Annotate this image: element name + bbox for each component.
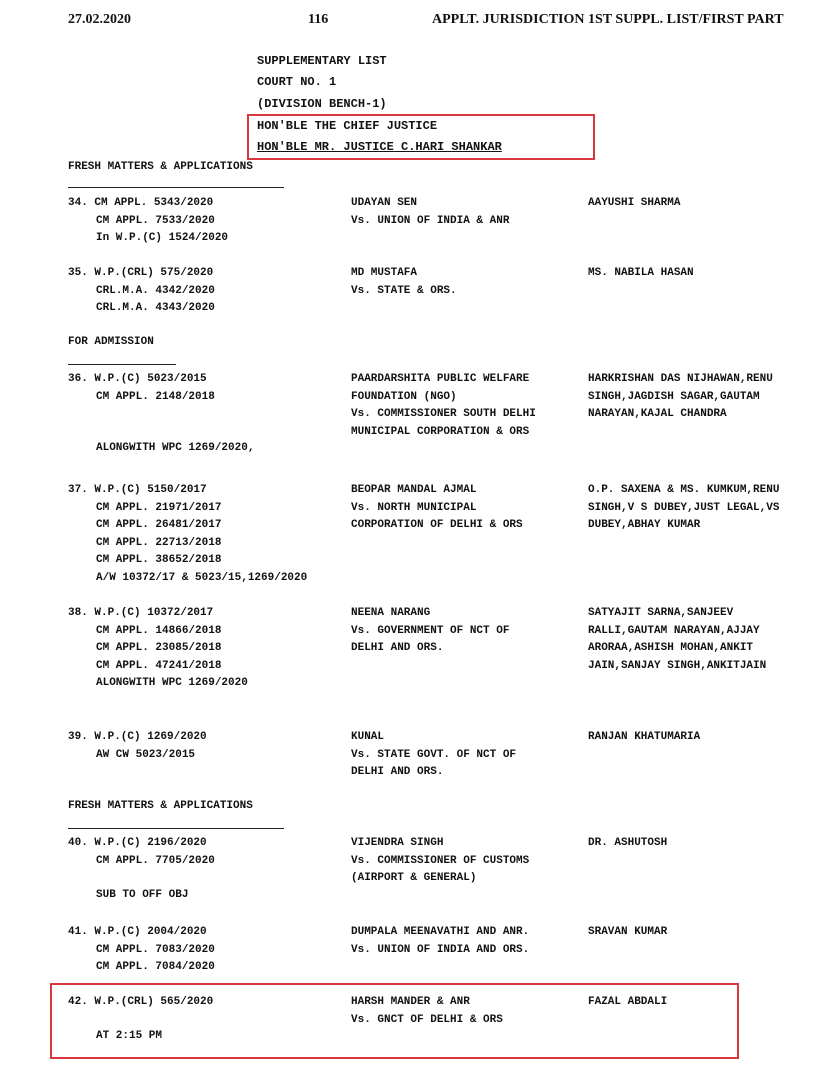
case-advocates: [588, 729, 700, 747]
case-number: 39. W.P.(C) 1269/2020: [68, 731, 207, 743]
party-line: Vs. COMMISSIONER SOUTH DELHI: [351, 408, 536, 421]
list-title: APPLT. JURISDICTION 1ST SUPPL. LIST/FIRST PART: [432, 12, 784, 27]
party-line: Vs. UNION OF INDIA & ANR: [351, 214, 510, 227]
section-rule: [68, 187, 284, 188]
case-application: AW CW 5023/2015: [96, 748, 196, 761]
party-line: PAARDARSHITA PUBLIC WELFARE: [351, 373, 530, 385]
party-line: NEENA NARANG: [351, 607, 431, 619]
case-application: CM APPL. 38652/2018: [96, 554, 222, 567]
case-parties: [351, 195, 509, 230]
case-advocates: [588, 371, 773, 424]
party-line: MUNICIPAL CORPORATION & ORS: [351, 425, 530, 438]
case-numbers: [68, 482, 307, 588]
case-parties: [351, 835, 529, 888]
case-application: A/W 10372/17 & 5023/15,1269/2020: [96, 571, 308, 584]
court-bench: (DIVISION BENCH-1): [257, 97, 387, 111]
advocate-line: ARORAA,ASHISH MOHAN,ANKIT: [588, 642, 754, 655]
judge-name-2: HON'BLE MR. JUSTICE C.HARI SHANKAR: [257, 140, 502, 154]
section-heading-fresh-matters: FRESH MATTERS & APPLICATIONS: [68, 800, 253, 812]
party-line: Vs. UNION OF INDIA AND ORS.: [351, 943, 530, 956]
case-number: 42. W.P.(CRL) 565/2020: [68, 996, 214, 1008]
party-line: HARSH MANDER & ANR: [351, 996, 470, 1008]
advocate-line: O.P. SAXENA & MS. KUMKUM,RENU: [588, 484, 780, 496]
advocate-line: RALLI,GAUTAM NARAYAN,AJJAY: [588, 624, 760, 637]
case-application: CM APPL. 7084/2020: [96, 961, 215, 974]
party-line: DUMPALA MEENAVATHI AND ANR.: [351, 926, 530, 938]
advocate-line: FAZAL ABDALI: [588, 996, 668, 1008]
party-line: DELHI AND ORS.: [351, 642, 444, 655]
advocate-line: MS. NABILA HASAN: [588, 267, 694, 279]
party-line: KUNAL: [351, 731, 385, 743]
case-application: CM APPL. 47241/2018: [96, 659, 222, 672]
case-advocates: [588, 482, 779, 535]
advocate-line: SATYAJIT SARNA,SANJEEV: [588, 607, 734, 619]
case-note: ALONGWITH WPC 1269/2020,: [96, 442, 255, 454]
case-application: CM APPL. 21971/2017: [96, 501, 222, 514]
advocate-line: NARAYAN,KAJAL CHANDRA: [588, 408, 727, 421]
case-parties: [351, 924, 529, 959]
case-application: CM APPL. 7083/2020: [96, 943, 215, 956]
case-numbers: [68, 195, 228, 248]
party-line: Vs. STATE GOVT. OF NCT OF: [351, 748, 517, 761]
advocate-line: SRAVAN KUMAR: [588, 926, 668, 938]
court-number: COURT NO. 1: [257, 75, 337, 89]
case-numbers: [68, 924, 215, 977]
party-line: (AIRPORT & GENERAL): [351, 872, 477, 885]
case-application: CRL.M.A. 4343/2020: [96, 302, 215, 315]
case-application: CM APPL. 26481/2017: [96, 519, 222, 532]
case-number: 41. W.P.(C) 2004/2020: [68, 926, 207, 938]
case-numbers: [68, 729, 207, 764]
party-line: Vs. STATE & ORS.: [351, 284, 457, 297]
judges-highlight-box: [247, 114, 595, 160]
advocate-line: SINGH,JAGDISH SAGAR,GAUTAM: [588, 390, 760, 403]
party-line: DELHI AND ORS.: [351, 766, 444, 779]
case-number: 38. W.P.(C) 10372/2017: [68, 607, 214, 619]
case-application: CM APPL. 7705/2020: [96, 854, 215, 867]
case-advocates: [588, 924, 667, 942]
judge-name-1: HON'BLE THE CHIEF JUSTICE: [257, 119, 438, 133]
advocate-line: DR. ASHUTOSH: [588, 837, 668, 849]
case-note: AT 2:15 PM: [96, 1030, 163, 1042]
case-parties: [351, 482, 523, 535]
case-number: 36. W.P.(C) 5023/2015: [68, 373, 207, 385]
section-heading-fresh-matters: FRESH MATTERS & APPLICATIONS: [68, 161, 253, 173]
section-heading-admission: FOR ADMISSION: [68, 336, 154, 348]
case-advocates: [588, 835, 667, 853]
case-application: In W.P.(C) 1524/2020: [96, 232, 229, 245]
section-rule: [68, 828, 284, 829]
advocate-line: SINGH,V S DUBEY,JUST LEGAL,VS: [588, 501, 780, 514]
case-parties: [351, 371, 536, 441]
case-application: CM APPL. 14866/2018: [96, 624, 222, 637]
case-parties: [351, 605, 509, 658]
case-parties: [351, 729, 516, 782]
case-application: CM APPL. 2148/2018: [96, 390, 215, 403]
party-line: BEOPAR MANDAL AJMAL: [351, 484, 477, 496]
case-advocates: [588, 195, 680, 213]
case-numbers: [68, 265, 215, 318]
list-date: 27.02.2020: [68, 12, 131, 27]
party-line: Vs. GNCT OF DELHI & ORS: [351, 1013, 503, 1026]
party-line: MD MUSTAFA: [351, 267, 418, 279]
case-highlight-box: [50, 983, 739, 1059]
case-numbers: [68, 605, 248, 693]
party-line: FOUNDATION (NGO): [351, 390, 457, 403]
advocate-line: AAYUSHI SHARMA: [588, 197, 681, 209]
case-numbers: [68, 371, 215, 406]
case-advocates: [588, 265, 694, 283]
case-application: ALONGWITH WPC 1269/2020: [96, 677, 248, 690]
advocate-line: JAIN,SANJAY SINGH,ANKITJAIN: [588, 659, 767, 672]
case-number: 40. W.P.(C) 2196/2020: [68, 837, 207, 849]
case-numbers: [68, 835, 215, 870]
party-line: CORPORATION OF DELHI & ORS: [351, 519, 523, 532]
advocate-line: DUBEY,ABHAY KUMAR: [588, 519, 701, 532]
party-line: Vs. COMMISSIONER OF CUSTOMS: [351, 854, 530, 867]
party-line: UDAYAN SEN: [351, 197, 418, 209]
advocate-line: RANJAN KHATUMARIA: [588, 731, 701, 743]
case-application: CM APPL. 7533/2020: [96, 214, 215, 227]
court-list-type: SUPPLEMENTARY LIST: [257, 54, 387, 68]
party-line: Vs. GOVERNMENT OF NCT OF: [351, 624, 510, 637]
case-parties: [351, 265, 457, 300]
case-number: 35. W.P.(CRL) 575/2020: [68, 267, 214, 279]
page-number: 116: [308, 12, 329, 27]
party-line: VIJENDRA SINGH: [351, 837, 444, 849]
case-number: 34. CM APPL. 5343/2020: [68, 197, 214, 209]
case-number: 37. W.P.(C) 5150/2017: [68, 484, 207, 496]
case-note: SUB TO OFF OBJ: [96, 889, 189, 901]
case-application: CRL.M.A. 4342/2020: [96, 284, 215, 297]
case-application: CM APPL. 23085/2018: [96, 642, 222, 655]
case-application: CM APPL. 22713/2018: [96, 536, 222, 549]
party-line: Vs. NORTH MUNICIPAL: [351, 501, 477, 514]
case-advocates: [588, 605, 766, 675]
advocate-line: HARKRISHAN DAS NIJHAWAN,RENU: [588, 373, 773, 385]
section-rule: [68, 364, 176, 365]
